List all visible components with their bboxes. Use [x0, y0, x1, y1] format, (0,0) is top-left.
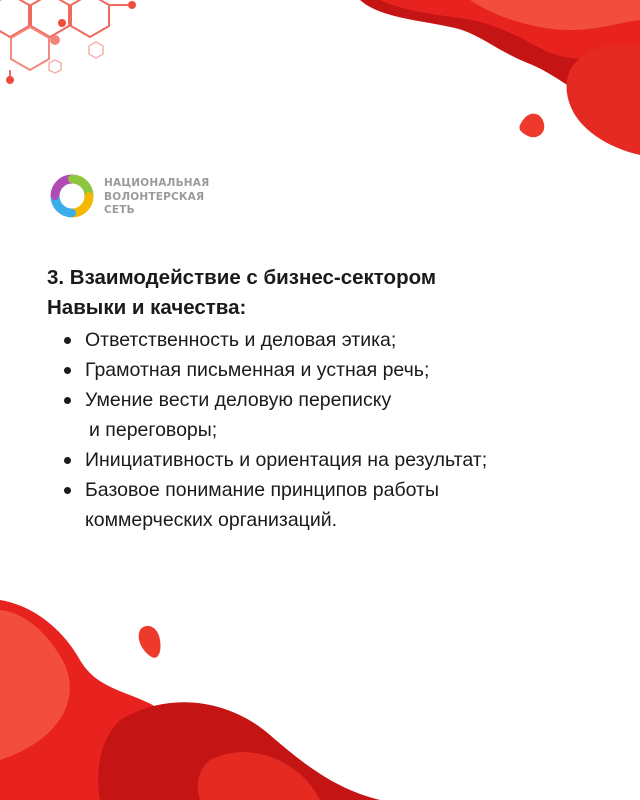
skills-list: [47, 325, 607, 535]
list-item-text: Ответственность и деловая этика;: [85, 329, 397, 351]
puzzle-ring-icon: [46, 170, 98, 222]
bullet-icon: [64, 397, 71, 404]
list-item-text: Грамотная письменная и устная речь;: [85, 359, 430, 381]
hexagon-network-icon: [0, 0, 136, 84]
list-item-text: Базовое понимание принципов работы: [85, 479, 440, 501]
top-right-blob: [360, 0, 640, 155]
list-item: [47, 445, 607, 475]
list-item-text-continuation: и переговоры;: [89, 419, 218, 441]
logo-text: [104, 177, 254, 218]
section-title: 3. Взаимодействие с бизнес-сектором: [47, 266, 437, 289]
bullet-icon: [64, 367, 71, 374]
skills-section: [47, 263, 607, 535]
section-subtitle: Навыки и качества:: [47, 296, 247, 319]
list-item-text-continuation: коммерческих организаций.: [85, 509, 338, 531]
bullet-icon: [64, 337, 71, 344]
national-volunteer-network-logo: [46, 170, 246, 226]
bottom-left-blob: [0, 600, 380, 800]
logo-text-line-2: ВОЛОНТЕРСКАЯ: [104, 190, 205, 203]
list-item: [47, 385, 607, 445]
bullet-icon: [64, 487, 71, 494]
list-item-text: Инициативность и ориентация на результат;: [85, 449, 488, 471]
list-item: [47, 475, 607, 535]
logo-text-line-1: НАЦИОНАЛЬНАЯ: [104, 177, 210, 189]
list-item: [47, 355, 607, 385]
list-item-text: Умение вести деловую переписку: [85, 389, 392, 411]
bullet-icon: [64, 457, 71, 464]
list-item: [47, 325, 607, 355]
logo-text-line-3: СЕТЬ: [104, 204, 135, 216]
